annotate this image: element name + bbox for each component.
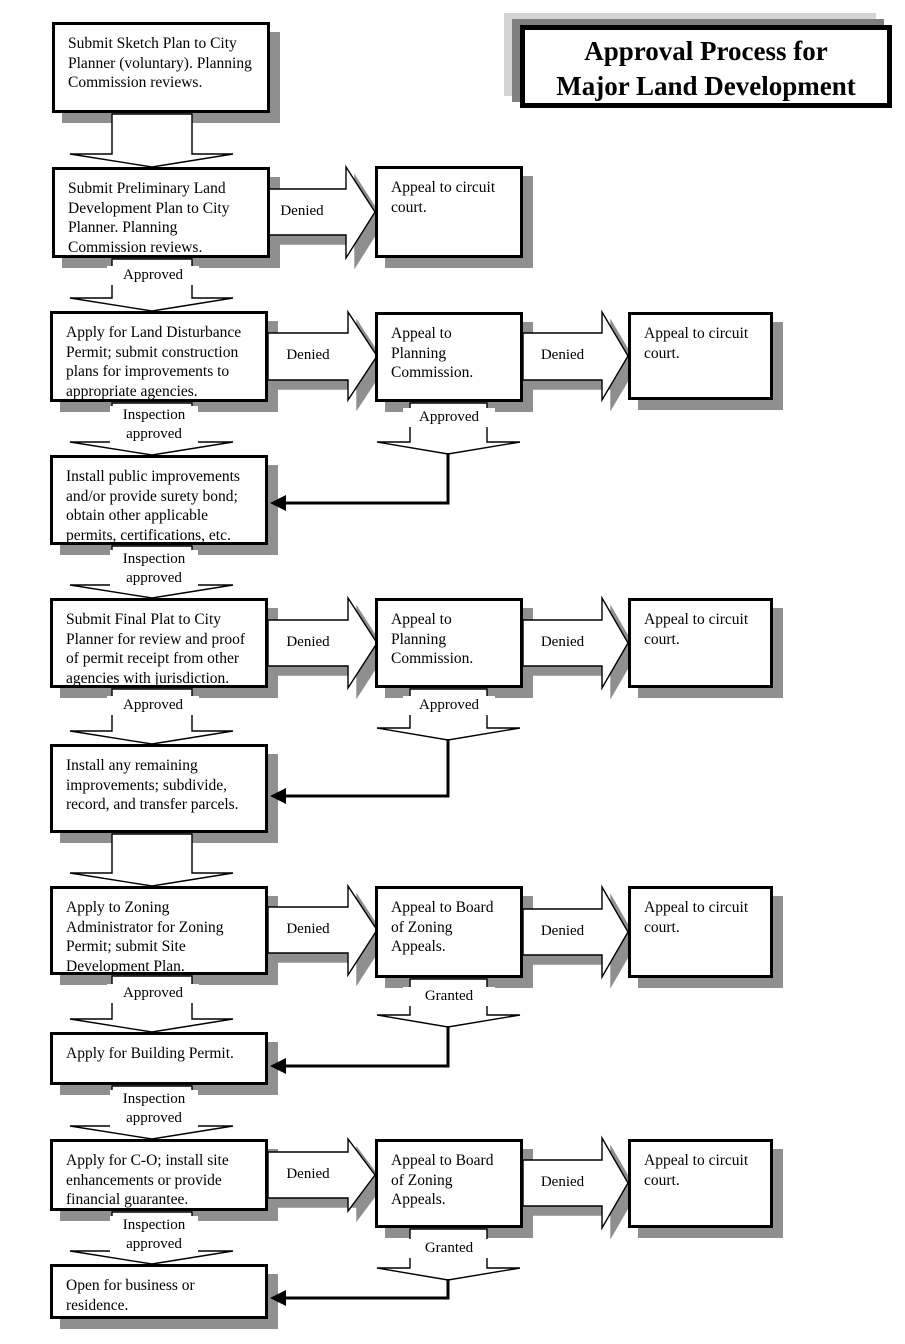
- appeal-circuit-court-text: Appeal to circuit court.: [391, 179, 496, 216]
- appeal-board-of-zoning-text: Appeal to Board of Zoning Appeals.: [391, 1152, 494, 1208]
- edge-label-approved: Approved: [107, 696, 199, 715]
- appeal-circuit-court-box-4: [628, 886, 773, 978]
- edge-label-approved: Approved: [107, 984, 199, 1003]
- appeal-board-of-zoning-box-2: [375, 1139, 523, 1228]
- edge-label-denied: Denied: [540, 347, 585, 363]
- step-open-business-text: Open for business or residence.: [66, 1277, 195, 1314]
- step-install-public-text: Install public improvements and/or provide surety bond; obtain other applicable permits, certifications, etc.: [66, 468, 240, 544]
- step-preliminary-plan-text: Submit Preliminary Land Development Plan to City Planner. Planning Commission reviews.: [68, 180, 230, 256]
- step-preliminary-plan-box: [52, 167, 270, 258]
- step-zoning-permit-box: [50, 886, 268, 975]
- edge-label-approved: Approved: [403, 408, 495, 427]
- step-building-permit-text: Apply for Building Permit.: [66, 1045, 234, 1062]
- step-co-permit-box: [50, 1139, 268, 1211]
- step-open-business-box: [50, 1264, 268, 1319]
- appeal-circuit-court-text: Appeal to circuit court.: [644, 899, 749, 936]
- edge-label-denied: Denied: [286, 1166, 330, 1182]
- edge-label-denied: Denied: [286, 634, 330, 650]
- appeal-board-of-zoning-text: Appeal to Board of Zoning Appeals.: [391, 899, 494, 955]
- down-arrow-sketch-to-preliminary: [70, 114, 233, 167]
- step-land-disturbance-text: Apply for Land Disturbance Permit; submit construction plans for improvements to appropriate agencies.: [66, 324, 242, 400]
- edge-label-granted: Granted: [403, 1239, 495, 1258]
- edge-label-inspection-approved: Inspection approved: [110, 406, 198, 444]
- appeal-circuit-court-text: Appeal to circuit court.: [644, 611, 749, 648]
- appeal-circuit-court-box-5: [628, 1139, 773, 1228]
- edge-label-denied: Denied: [540, 1174, 585, 1190]
- appeal-circuit-court-box-2: [628, 312, 773, 400]
- step-zoning-permit-text: Apply to Zoning Administrator for Zoning Permit; submit Site Development Plan.: [66, 899, 224, 975]
- step-building-permit-box: [50, 1032, 268, 1085]
- step-install-remaining-box: [50, 744, 268, 833]
- step-final-plat-box: [50, 598, 268, 688]
- edge-label-denied: Denied: [286, 347, 330, 363]
- page-title: [520, 25, 892, 108]
- edge-label-inspection-approved: Inspection approved: [110, 550, 198, 588]
- appeal-circuit-court-text: Appeal to circuit court.: [644, 1152, 749, 1189]
- appeal-planning-commission-text: Appeal to Planning Commission.: [391, 611, 474, 667]
- step-install-remaining-text: Install any remaining improvements; subdivide, record, and transfer parcels.: [66, 757, 239, 813]
- step-final-plat-text: Submit Final Plat to City Planner for review and proof of permit receipt from other agencies with jurisdiction.: [66, 611, 246, 687]
- appeal-circuit-court-box-1: [375, 166, 523, 258]
- down-arrow-to-zoning-permit: [70, 834, 233, 886]
- appeal-circuit-court-box-3: [628, 598, 773, 688]
- edge-label-denied: Denied: [540, 923, 585, 939]
- appeal-planning-commission-box-1: [375, 312, 523, 402]
- page-title-line1: Approval Process for: [584, 36, 828, 66]
- step-install-public-box: [50, 455, 268, 545]
- step-land-disturbance-box: [50, 311, 268, 402]
- appeal-planning-commission-text: Appeal to Planning Commission.: [391, 325, 474, 381]
- appeal-circuit-court-text: Appeal to circuit court.: [644, 325, 749, 362]
- edge-label-approved: Approved: [403, 696, 495, 715]
- edge-label-denied: Denied: [540, 634, 585, 650]
- edge-label-inspection-approved: Inspection approved: [110, 1216, 198, 1254]
- appeal-planning-commission-box-2: [375, 598, 523, 688]
- edge-label-denied: Denied: [280, 203, 324, 219]
- edge-label-approved: Approved: [107, 266, 199, 285]
- edge-label-denied: Denied: [286, 921, 330, 937]
- edge-label-granted: Granted: [403, 987, 495, 1006]
- page-title-line2: Major Land Development: [556, 71, 856, 101]
- appeal-board-of-zoning-box-1: [375, 886, 523, 978]
- step-sketch-plan-text: Submit Sketch Plan to City Planner (voluntary). Planning Commission reviews.: [68, 35, 252, 91]
- step-co-permit-text: Apply for C-O; install site enhancements or provide financial guarantee.: [66, 1152, 229, 1208]
- edge-label-inspection-approved: Inspection approved: [110, 1090, 198, 1128]
- step-sketch-plan-box: [52, 22, 270, 113]
